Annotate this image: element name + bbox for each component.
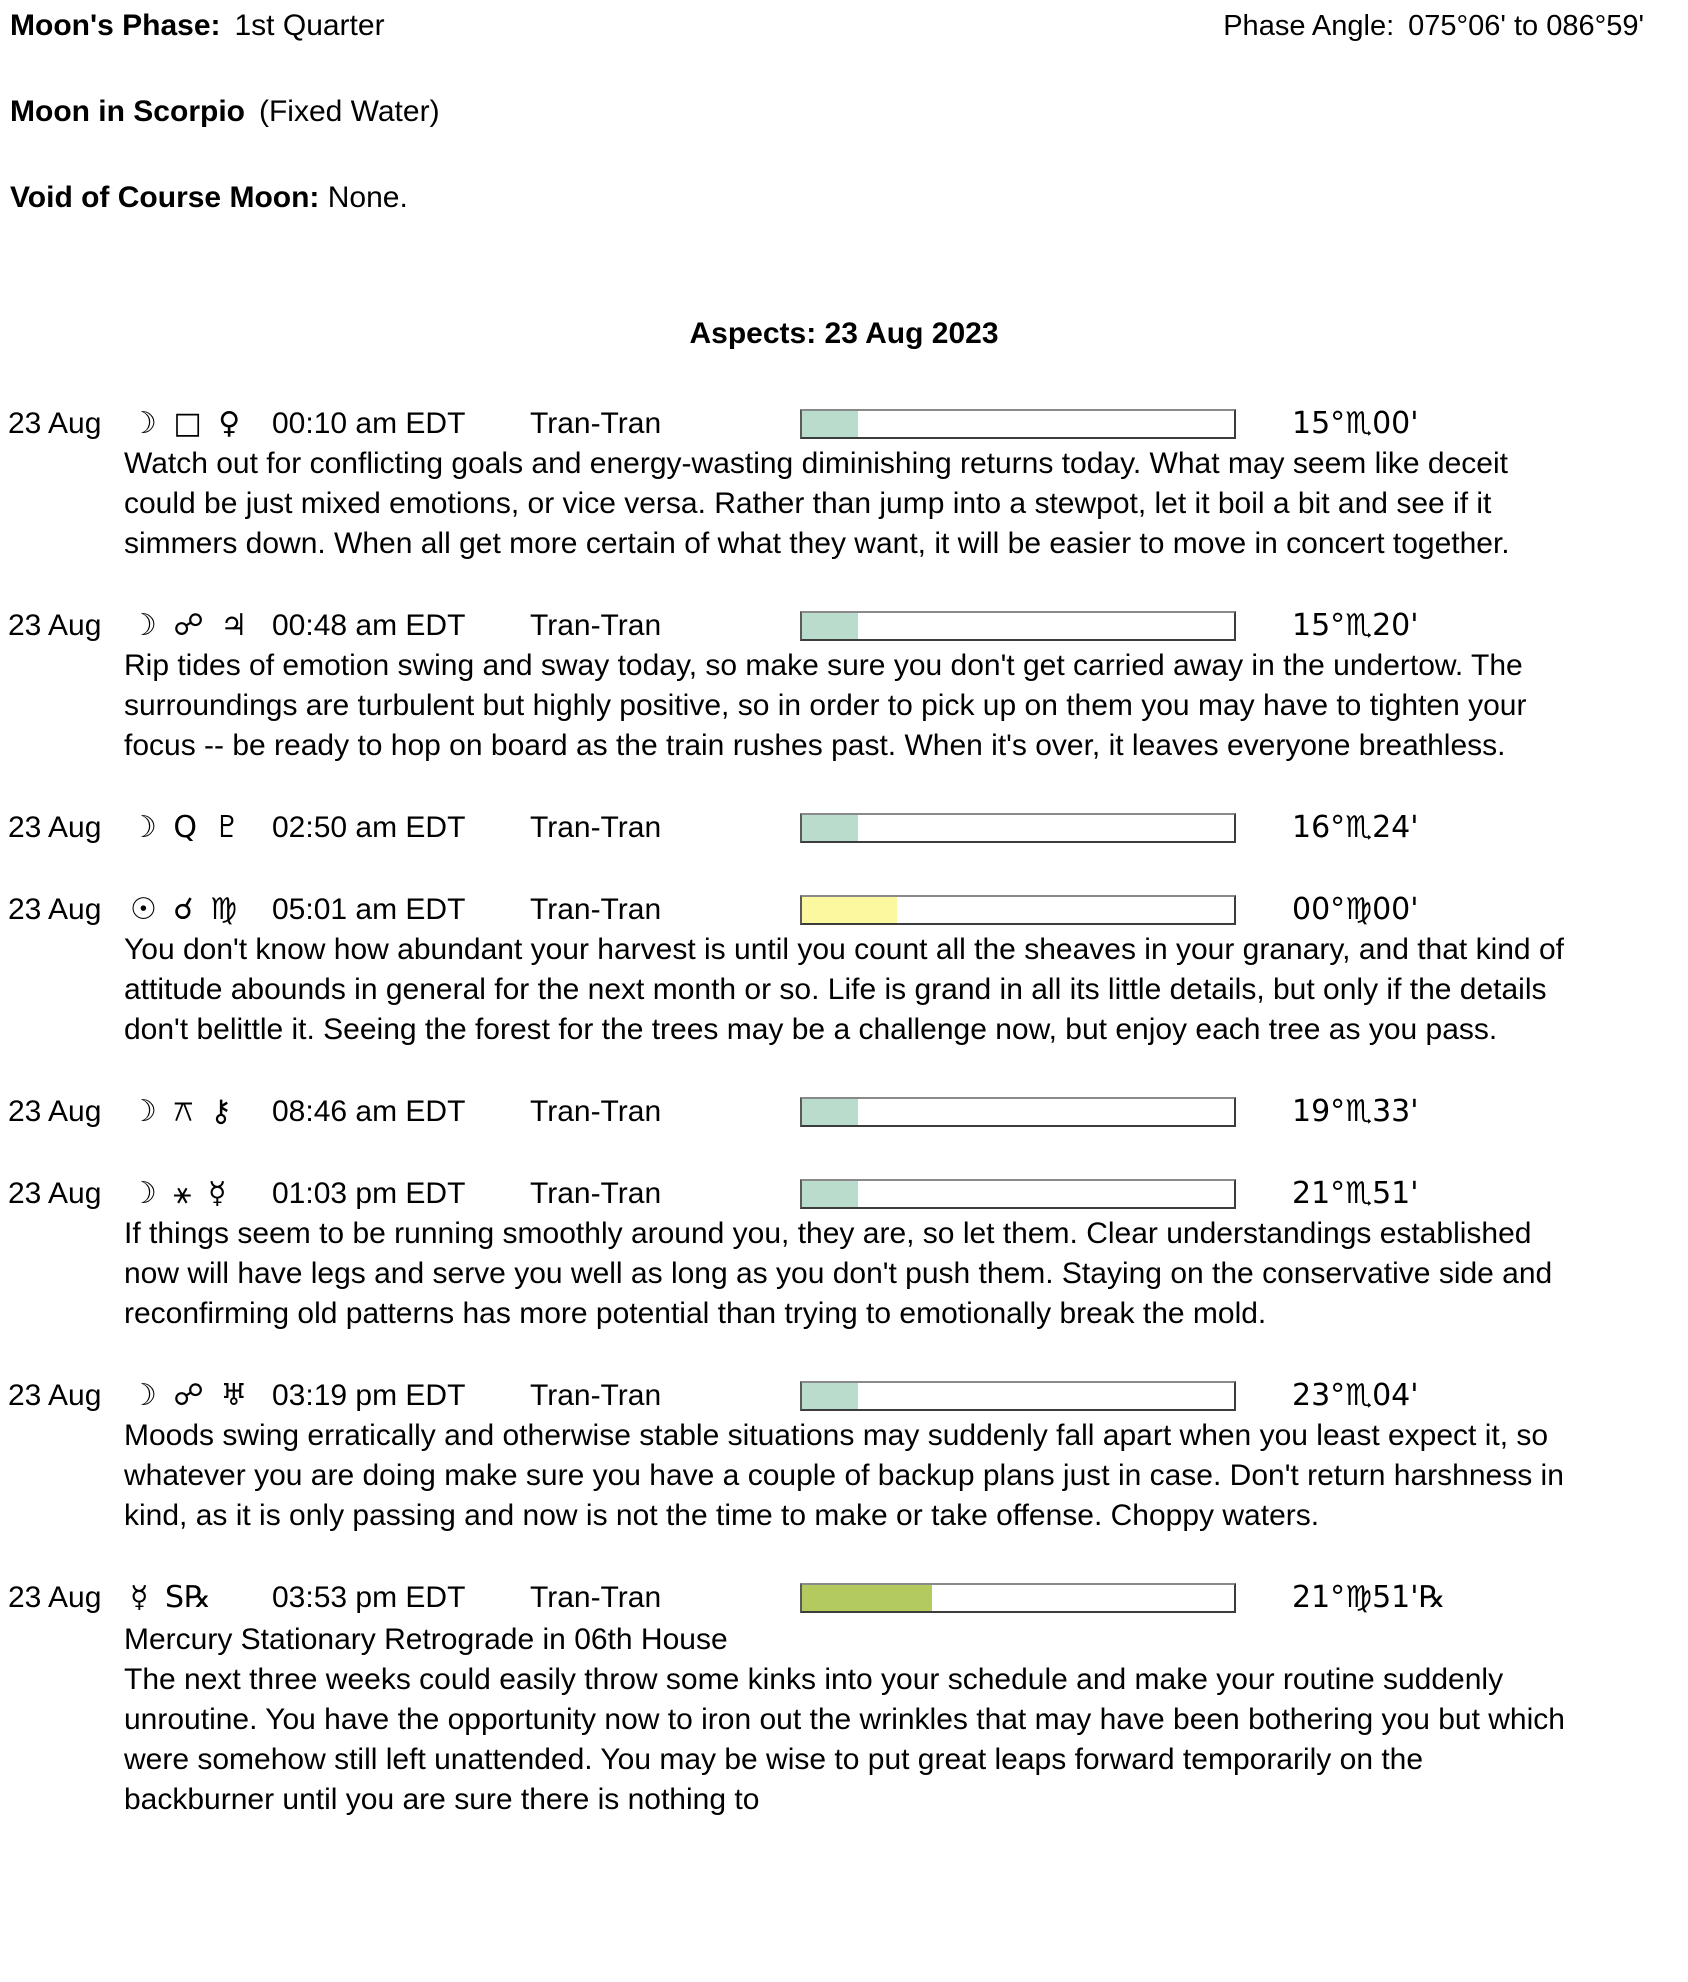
phase-angle-label: Phase Angle: xyxy=(1223,10,1395,42)
aspect-type: Tran-Tran xyxy=(530,1177,662,1210)
moon-sign xyxy=(10,92,440,132)
aspect-description: Watch out for conflicting goals and energy-wasting diminishing returns today. What may seem like deceit could be just mixed emotions, or vice versa. Rather than jump into a stewpot, let it boil a bit and see if it simmers down. When all get more certain of what they want, it will be easier to move in concert together. xyxy=(124,447,1510,560)
void-of-course-label: Void of Course Moon: xyxy=(10,181,320,214)
orb-bar xyxy=(800,1381,1236,1411)
aspect-date: 23 Aug xyxy=(8,1095,102,1128)
phase-angle-value: 075°06' to 086°59' xyxy=(1408,10,1644,42)
aspect-degree: 21°♏51' xyxy=(1292,1176,1419,1211)
aspect-degree: 00°♍00' xyxy=(1292,892,1419,927)
aspect-type: Tran-Tran xyxy=(530,1379,662,1412)
aspect-note: Mercury Stationary Retrograde in 06th House xyxy=(124,1623,728,1656)
orb-bar-cell xyxy=(800,409,1250,439)
aspect-date: 23 Aug xyxy=(8,1379,102,1412)
aspect-time: 08:46 am EDT xyxy=(272,1095,466,1128)
aspect-date: 23 Aug xyxy=(8,893,102,926)
header-row-voc xyxy=(0,178,1688,218)
aspect-degree: 23°♏04' xyxy=(1292,1378,1419,1413)
orb-bar-fill xyxy=(802,1585,932,1611)
aspect-entry-7 xyxy=(0,1376,1688,1536)
aspect-symbols: ☽ Q ♇ xyxy=(130,810,241,845)
header-row-phase xyxy=(0,6,1688,46)
aspect-date: 23 Aug xyxy=(8,1581,102,1614)
orb-bar-cell xyxy=(800,1097,1250,1127)
aspect-symbols: ☽ ☍ ♃ xyxy=(130,608,248,643)
aspect-date: 23 Aug xyxy=(8,1177,102,1210)
aspect-symbols: ☽ ☍ ♅ xyxy=(130,1378,248,1413)
aspect-date: 23 Aug xyxy=(8,407,102,440)
orb-bar xyxy=(800,895,1236,925)
aspect-symbols: ☽ ⚻ ⚷ xyxy=(130,1094,232,1129)
aspect-description: Rip tides of emotion swing and sway today, so make sure you don't get carried away in the undertow. The surroundings are turbulent but highly positive, so in order to pick up on them you may have to tighten your focus -- be ready to hop on board as the train rushes past. When it's over, it leaves everyone breathless. xyxy=(124,649,1527,762)
aspect-type: Tran-Tran xyxy=(530,893,662,926)
moons-phase xyxy=(10,6,385,46)
orb-bar-cell xyxy=(800,1583,1250,1613)
aspect-list xyxy=(0,404,1688,1820)
aspect-row xyxy=(0,606,1688,646)
aspect-type: Tran-Tran xyxy=(530,407,662,440)
orb-bar xyxy=(800,1179,1236,1209)
aspect-time: 03:53 pm EDT xyxy=(272,1581,466,1614)
aspect-type: Tran-Tran xyxy=(530,609,662,642)
aspect-symbols: ☿ S℞ xyxy=(130,1580,211,1615)
aspect-entry-8 xyxy=(0,1578,1688,1820)
aspect-degree: 15°♏00' xyxy=(1292,406,1419,441)
aspect-time: 05:01 am EDT xyxy=(272,893,466,926)
aspect-type: Tran-Tran xyxy=(530,1581,662,1614)
void-of-course-value: None. xyxy=(327,181,408,214)
aspect-time: 02:50 am EDT xyxy=(272,811,466,844)
aspect-entry-4 xyxy=(0,890,1688,1050)
orb-bar xyxy=(800,1097,1236,1127)
orb-bar xyxy=(800,611,1236,641)
aspect-degree: 21°♍51'℞ xyxy=(1292,1580,1446,1615)
phase-angle xyxy=(1223,6,1644,46)
aspect-row xyxy=(0,1376,1688,1416)
aspect-time: 03:19 pm EDT xyxy=(272,1379,466,1412)
aspect-degree: 16°♏24' xyxy=(1292,810,1419,845)
aspect-time: 01:03 pm EDT xyxy=(272,1177,466,1210)
moons-phase-value: 1st Quarter xyxy=(234,9,385,42)
orb-bar xyxy=(800,1583,1236,1613)
void-of-course xyxy=(10,178,408,218)
aspect-row xyxy=(0,1092,1688,1132)
aspect-type: Tran-Tran xyxy=(530,1095,662,1128)
moon-sign-label: Moon in Scorpio xyxy=(10,95,245,128)
orb-bar-cell xyxy=(800,895,1250,925)
aspect-description: Moods swing erratically and otherwise stable situations may suddenly fall apart when you least expect it, so whatever you are doing make sure you have a couple of backup plans just in case. Don't return harshness in kind, as it is only passing and now is not the time to make or take offense. Choppy waters. xyxy=(124,1419,1564,1532)
aspect-symbols: ☽ ⚹ ☿ xyxy=(130,1176,227,1211)
orb-bar-fill xyxy=(802,1383,858,1409)
aspect-row xyxy=(0,404,1688,444)
aspect-entry-3 xyxy=(0,808,1688,848)
moon-sign-value: (Fixed Water) xyxy=(258,95,440,128)
aspect-entry-2 xyxy=(0,606,1688,766)
aspect-degree: 15°♏20' xyxy=(1292,608,1419,643)
orb-bar-cell xyxy=(800,1381,1250,1411)
aspect-type: Tran-Tran xyxy=(530,811,662,844)
aspect-time: 00:48 am EDT xyxy=(272,609,466,642)
aspect-row xyxy=(0,1578,1688,1618)
aspect-entry-6 xyxy=(0,1174,1688,1334)
aspect-description: The next three weeks could easily throw some kinks into your schedule and make your routine suddenly unroutine. You have the opportunity now to iron out the wrinkles that may have been bothering you but which were somehow still left unattended. You may be wise to put great leaps forward temporarily on the backburner until you are sure there is nothing to xyxy=(124,1663,1565,1816)
orb-bar-fill xyxy=(802,1181,858,1207)
orb-bar-cell xyxy=(800,611,1250,641)
aspect-row xyxy=(0,808,1688,848)
orb-bar-cell xyxy=(800,813,1250,843)
aspect-description: You don't know how abundant your harvest is until you count all the sheaves in your granary, and that kind of attitude abounds in general for the next month or so. Life is grand in all its little details, but only if the details don't belittle it. Seeing the forest for the trees may be a challenge now, but enjoy each tree as you pass. xyxy=(124,933,1564,1046)
aspect-entry-1 xyxy=(0,404,1688,564)
header-row-sign xyxy=(0,92,1688,132)
orb-bar xyxy=(800,813,1236,843)
aspect-symbols: ☽ □ ♀ xyxy=(130,406,241,441)
aspect-date: 23 Aug xyxy=(8,609,102,642)
aspect-time: 00:10 am EDT xyxy=(272,407,466,440)
aspects-title: Aspects: 23 Aug 2023 xyxy=(689,317,999,350)
orb-bar-fill xyxy=(802,613,858,639)
aspect-entry-5 xyxy=(0,1092,1688,1132)
aspect-row xyxy=(0,1174,1688,1214)
orb-bar-fill xyxy=(802,897,897,923)
moons-phase-label: Moon's Phase: xyxy=(10,9,221,42)
aspect-degree: 19°♏33' xyxy=(1292,1094,1419,1129)
aspect-description: If things seem to be running smoothly around you, they are, so let them. Clear understandings established now will have legs and serve you well as long as you don't push them. Staying on the conservative side and reconfirming old patterns has more potential than trying to emotionally break the mold. xyxy=(124,1217,1553,1330)
orb-bar-fill xyxy=(802,1099,858,1125)
aspect-row xyxy=(0,890,1688,930)
orb-bar-fill xyxy=(802,411,858,437)
aspect-symbols: ☉ ☌ ♍ xyxy=(130,892,238,927)
orb-bar xyxy=(800,409,1236,439)
orb-bar-fill xyxy=(802,815,858,841)
orb-bar-cell xyxy=(800,1179,1250,1209)
aspect-date: 23 Aug xyxy=(8,811,102,844)
